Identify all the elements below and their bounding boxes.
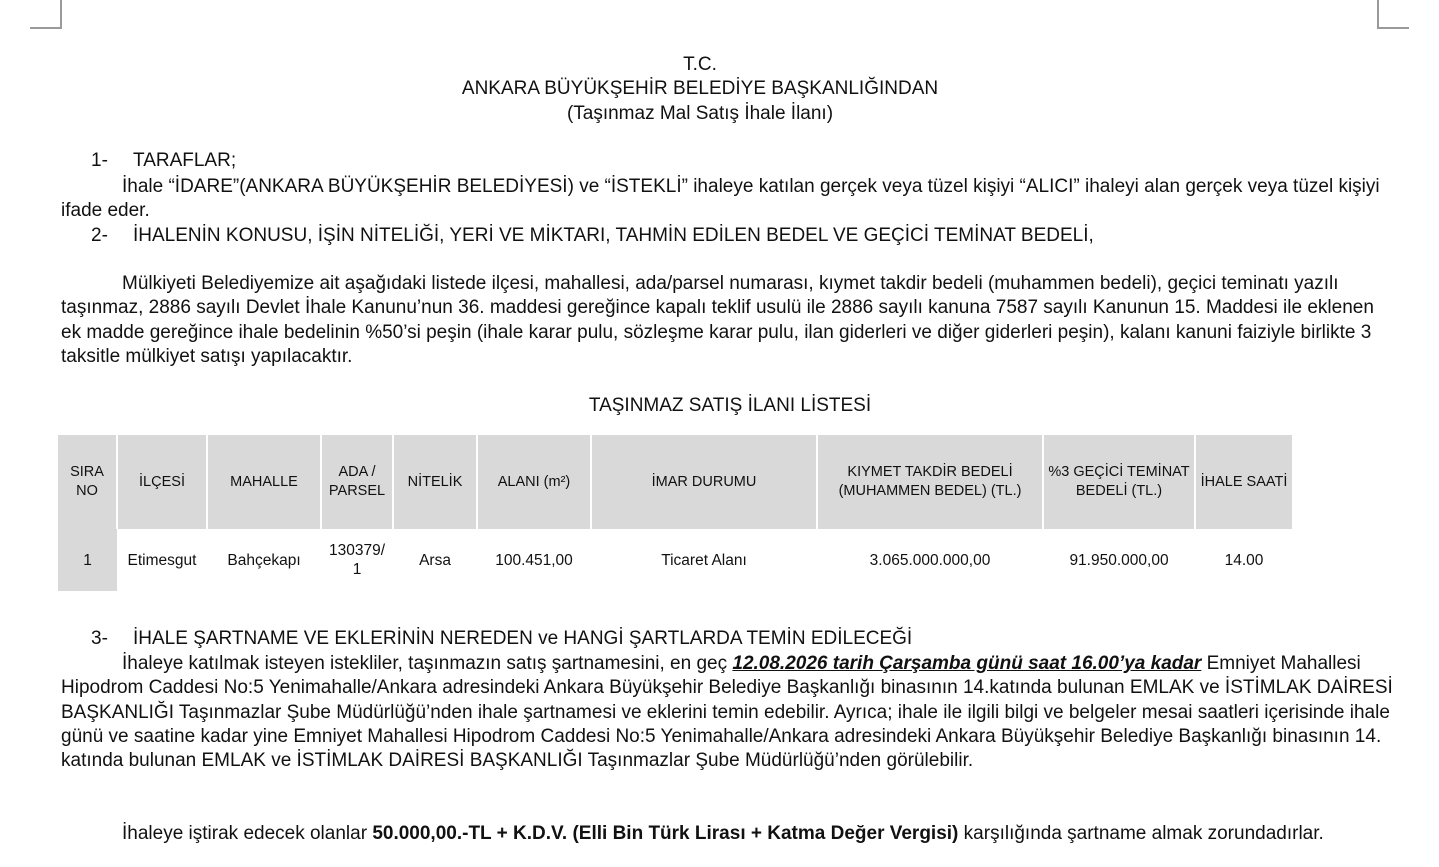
table-header-row: [58, 435, 1293, 529]
section3-deadline: 12.08.2026 tarih Çarşamba günü saat 16.00’ya kadar: [732, 653, 1202, 674]
header-authority: ANKARA BÜYÜKŞEHİR BELEDİYE BAŞKANLIĞINDAN: [461, 78, 939, 99]
section1-number: 1-: [91, 150, 108, 171]
cell-imar: Ticaret Alanı: [661, 551, 747, 569]
cell-ilce: Etimesgut: [127, 551, 197, 569]
section1-heading: [91, 150, 237, 172]
col-sira-no: SIRA NO: [58, 435, 117, 529]
col-mahalle: MAHALLE: [207, 435, 321, 529]
crop-mark-left-horizontal: [30, 27, 62, 29]
col-gecici-teminat: %3 GEÇİCİ TEMİNAT BEDELİ (TL.): [1043, 435, 1195, 529]
section2-text: Mülkiyeti Belediyemize ait aşağıdaki listede ilçesi, mahallesi, ada/parsel numarası, kıymet takdir bedeli (muhammen bedeli), geçici teminatı yazılı taşınmaz, 2886 sayılı Devlet İhale Kanunu’nun 36. maddesi gereğince kapalı teklif usulü ile 2886 sayılı kanuna 7587 sayılı Kanunun 15. Maddesi ile eklenen ek madde gereğince ihale bedelinin %50’si peşin (ihale karar pulu, sözleşme karar pulu, ilan giderleri ve diğer giderleri peşin), kalanı kanuni faiziyle birlikte 3 taksitle mülkiyet satışı yapılacaktır.: [61, 273, 1374, 367]
cell-ada-parsel: 130379/1: [328, 542, 386, 578]
col-kiymet-takdir: KIYMET TAKDİR BEDELİ (MUHAMMEN BEDEL) (TL.): [817, 435, 1043, 529]
cell-kiymet: 3.065.000.000,00: [869, 551, 991, 569]
section3-title: İHALE ŞARTNAME VE EKLERİNİN NEREDEN ve HANGİ ŞARTLARDA TEMİN EDİLECEĞİ: [133, 628, 913, 649]
property-table: [58, 435, 1294, 591]
section3-fee-text: [61, 822, 1396, 846]
section3-text-after: Emniyet Mahallesi Hipodrom Caddesi No:5 Yenimahalle/Ankara adresindeki Ankara Büyükşehir Belediye Başkanlığı binasının 14.katında bulunan EMLAK ve İSTİMLAK DAİRESİ BAŞKANLIĞI Taşınmazlar Şube Müdürlüğü’nden ihale şartnamesi ve eklerini temin edebilir. Ayrıca; ihale ile ilgili bilgi ve belgeler mesai saatleri içerisinde ihale günü ve saatine kadar yine Emniyet Mahallesi Hipodrom Caddesi No:5 Yenimahalle/Ankara adresindeki Ankara Büyükşehir Belediye Başkanlığı binasının 14. katında bulunan EMLAK ve İSTİMLAK DAİRESİ BAŞKANLIĞI Taşınmazlar Şube Müdürlüğü’nden görülebilir.: [61, 653, 1393, 772]
col-nitelik: NİTELİK: [393, 435, 477, 529]
section3-number: 3-: [91, 628, 108, 649]
cell-teminat: 91.950.000,00: [1069, 551, 1169, 569]
col-ada-parsel: ADA / PARSEL: [321, 435, 393, 529]
cell-mahalle: Bahçekapı: [227, 551, 301, 569]
cell-nitelik: Arsa: [419, 551, 451, 569]
col-ihale-saati: İHALE SAATİ: [1195, 435, 1293, 529]
crop-mark-left-vertical: [60, 0, 62, 29]
section1-text: İhale “İDARE”(ANKARA BÜYÜKŞEHİR BELEDİYESİ) ve “İSTEKLİ” ihaleye katılan gerçek veya tüzel kişiyi “ALICI” ihaleyi alan gerçek veya tüzel kişiyi ifade eder.: [61, 176, 1380, 222]
fee-before: İhaleye iştirak edecek olanlar: [122, 823, 373, 844]
section1-title: TARAFLAR;: [133, 150, 237, 171]
section2-title: İHALENİN KONUSU, İŞİN NİTELİĞİ, YERİ VE MİKTARI, TAHMİN EDİLEN BEDEL VE GEÇİCİ TEMİNAT BEDELİ,: [133, 225, 1094, 246]
fee-after: karşılığında şartname almak zorundadırlar.: [958, 823, 1324, 844]
section3-text: [61, 652, 1396, 773]
fee-amount: 50.000,00.-TL + K.D.V. (Elli Bin Türk Lirası + Katma Değer Vergisi): [372, 823, 959, 844]
table-title: TAŞINMAZ SATIŞ İLANI LİSTESİ: [588, 395, 872, 416]
col-imar-durumu: İMAR DURUMU: [591, 435, 817, 529]
crop-mark-right-horizontal: [1377, 27, 1409, 29]
section3-heading: [91, 628, 913, 650]
table-row: [58, 529, 1293, 591]
header-tc: T.C.: [683, 54, 717, 75]
section2-heading: [91, 225, 1094, 247]
header-subtitle: (Taşınmaz Mal Satış İhale İlanı): [566, 103, 834, 124]
section3-text-before: İhaleye katılmak isteyen istekliler, taşınmazın satış şartnamesini, en geç: [122, 653, 733, 674]
col-ilcesi: İLÇESİ: [117, 435, 207, 529]
col-alani: ALANI (m²): [477, 435, 591, 529]
cell-sira: 1: [58, 529, 117, 591]
crop-mark-right-vertical: [1377, 0, 1379, 29]
section2-number: 2-: [91, 225, 108, 246]
cell-saat: 14.00: [1224, 551, 1264, 569]
cell-alan: 100.451,00: [495, 551, 573, 569]
